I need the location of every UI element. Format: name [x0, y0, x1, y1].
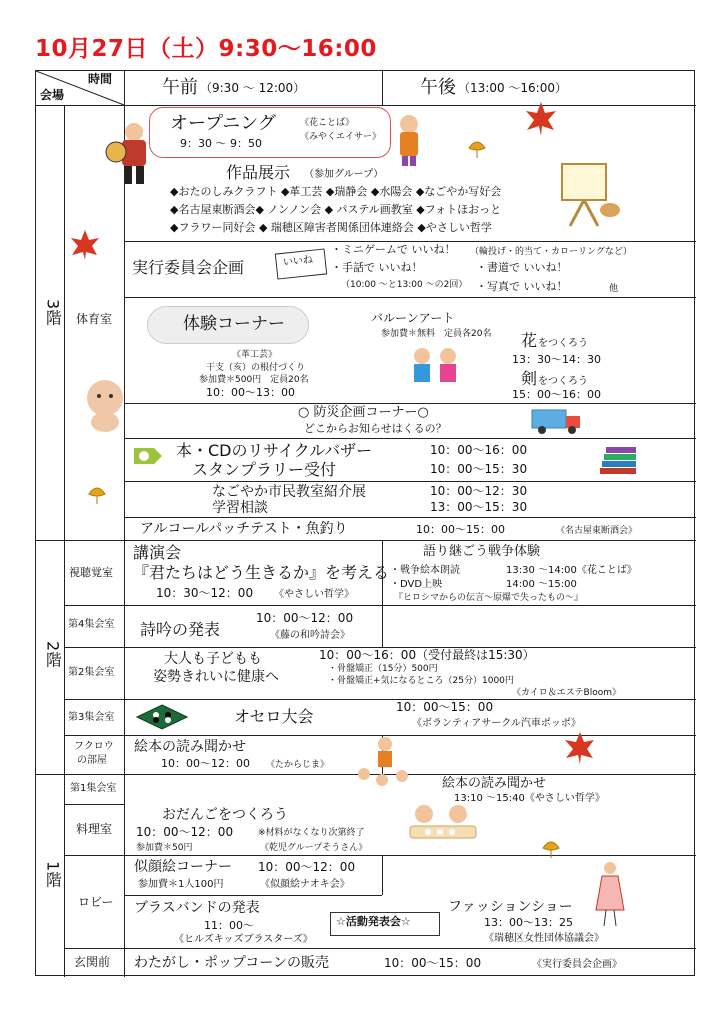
war-title: 語り継ごう戦争体験: [423, 544, 541, 559]
alcohol-group: 《名古屋東断酒会》: [556, 526, 638, 536]
alcohol-time: 10：00～15：00: [416, 523, 505, 536]
taiken-group: 《革工芸》: [232, 350, 278, 360]
ehon-pm-time: 13:10 ～15:40《やさしい哲学》: [454, 793, 605, 804]
ginkgo-leaf-icon: [540, 838, 562, 860]
lecture-title: 講演会: [133, 543, 182, 562]
floor1-label: 1階: [43, 861, 63, 888]
exhibit-subtitle: （参加グループ）: [304, 169, 384, 180]
cooking-dango-illustration: [404, 800, 482, 842]
header-divider: [36, 105, 696, 106]
taiken-title: 体験コーナー: [183, 314, 285, 334]
opening-group-1: 《花ことば》: [300, 118, 355, 128]
exhibit-groups-row-1: ◆おたのしみクラフト ◆革工芸 ◆瑞静会 ◆水陽会 ◆なごやか写好会: [170, 185, 502, 198]
posture-group: 《カイロ＆エステBloom》: [512, 688, 622, 698]
room-owl-1: フクロウ: [74, 741, 114, 752]
othello-board-icon: [136, 704, 188, 730]
lecture-theme: 『君たちはどう生きるか』を考える: [133, 563, 390, 582]
pm-header: 午後: [420, 77, 456, 98]
committee-item-2: ・手話で いいね！: [331, 261, 423, 274]
katsudo-badge-text: ☆活動発表会☆: [336, 915, 411, 928]
taiken-fee: 参加費＊500円 定員20名: [199, 375, 309, 385]
nigaoe-time: 10：00～12：00: [258, 860, 356, 874]
posture-item-1: ・骨盤矯正（15分）500円: [328, 664, 438, 674]
f2-am-pm-divider-1: [382, 540, 383, 647]
maple-leaf-icon: [562, 730, 598, 766]
fashion-model-illustration: [590, 860, 630, 928]
f1-row-divider-2: [64, 855, 696, 856]
f3-row-divider-3: [124, 403, 696, 404]
floor3-floor2-divider: [36, 540, 696, 541]
posture-item-2: ・骨盤矯正+気になるところ（25分）1000円: [328, 676, 514, 686]
popcorn-time: 10：00～15：00: [384, 956, 482, 970]
opening-group-2: 《みやくエイサー》: [300, 132, 382, 142]
f1-room-divider-1: [64, 804, 124, 805]
balloon-sword: 剣: [521, 369, 538, 388]
nigaoe-title: 似顔絵コーナー: [134, 859, 232, 875]
balloon-flower-time: 13：30～14：30: [512, 353, 601, 366]
shigin-group: 《藤の和吟詩会》: [270, 630, 350, 641]
committee-etc: 他: [609, 284, 619, 294]
dango-note: ※材料がなくなり次第終了: [258, 828, 365, 838]
shimin-time-1: 10：00～12：30: [430, 484, 528, 498]
brass-title: ブラスバンドの発表: [134, 900, 260, 916]
posture-title-1: 大人も子どもも: [164, 651, 262, 667]
dango-group: 《乾児グループそうさん》: [260, 843, 368, 853]
balloon-flower-suffix: をつくろう: [538, 338, 588, 349]
f3-row-divider-4: [124, 438, 696, 439]
fashion-title: ファッションショー: [448, 899, 573, 915]
balloon-sword-suffix: をつくろう: [538, 376, 588, 387]
floor-column-divider: [64, 105, 65, 977]
am-header-time: （9:30 ～ 12:00）: [200, 81, 306, 95]
popcorn-group: 《実行委員会企画》: [532, 959, 622, 970]
dango-fee: 参加費＊50円: [136, 843, 193, 853]
cd-tag-icon: [132, 444, 164, 468]
f3-row-divider-6: [124, 517, 696, 518]
okinawa-girl-illustration: [392, 112, 426, 168]
easel-icon: [552, 158, 622, 228]
lecture-group: 《やさしい哲学》: [274, 589, 354, 600]
room-entrance: 玄関前: [74, 955, 111, 969]
shigin-title: 詩吟の発表: [140, 620, 221, 639]
shimin-time-2: 13：00～15：30: [430, 500, 528, 514]
f2-row-divider-1: [64, 605, 696, 606]
room-owl-2: の部屋: [77, 755, 107, 766]
room-kitchen: 料理室: [76, 822, 113, 836]
ginkgo-leaf-icon: [86, 484, 108, 506]
recycle-time-2: 10：00～15：30: [430, 462, 528, 476]
f3-row-divider-1: [124, 241, 696, 242]
floor2-label: 2階: [43, 641, 63, 668]
shimin-title-2: 学習相談: [212, 500, 268, 516]
war-item-2: ・DVD上映: [390, 579, 443, 590]
othello-group: 《ボランティアサークル汽車ポッポ》: [412, 718, 581, 729]
committee-item-2-note: （10:00 ～と13:00 ～の2回）: [341, 280, 468, 290]
ehon-am-time: 10：00～12：00: [161, 757, 250, 770]
exhibit-groups-row-3: ◆フラワー同好会 ◆ 瑞穂区障害者関係団体連絡会 ◆やさしい哲学: [170, 221, 492, 234]
exhibit-title: 作品展示: [226, 163, 291, 182]
committee-item-1-note: （輪投げ・的当て・カローリングなど）: [470, 247, 632, 257]
taiken-time: 10：00～13：00: [206, 386, 295, 399]
room-gym: 体育室: [76, 312, 113, 326]
fashion-time: 13：00～13：25: [484, 916, 573, 929]
opening-title: オープニング: [170, 113, 276, 134]
committee-flag-text: いいね: [282, 254, 314, 269]
ehon-am-title: 絵本の読み聞かせ: [134, 739, 246, 755]
f1-lobby-am-divider: [124, 895, 382, 896]
books-stack-icon: [596, 444, 642, 478]
posture-time: 10：00～16：00（受付最終は15:30）: [319, 648, 535, 662]
committee-title: 実行委員会企画: [132, 258, 245, 277]
storytelling-illustration: [352, 734, 418, 794]
committee-item-4: ・写真で いいね！: [476, 280, 568, 293]
room-meeting-3: 第3集会室: [68, 712, 115, 723]
war-dvd-title: 『ヒロシマからの伝言～原爆で失ったもの～』: [394, 593, 584, 603]
room-meeting-4: 第4集会室: [68, 619, 115, 630]
brass-group: 《ヒルズキッズブラスターズ》: [174, 934, 313, 945]
f1-am-pm-divider: [382, 855, 383, 895]
shigin-time: 10：00～12：00: [256, 611, 354, 625]
page-title: 10月27日（土）9:30〜16:00: [35, 36, 377, 62]
opening-time: 9：30 ～ 9：50: [180, 137, 262, 150]
children-balloon-illustration: [404, 344, 468, 394]
mascot-character-illustration: [80, 374, 130, 434]
taiken-description: 干支（亥）の根付づくり: [206, 363, 306, 373]
othello-time: 10：00～15：00: [396, 700, 494, 714]
committee-item-1: ・ミニゲームで いいね！: [331, 243, 456, 256]
nigaoe-fee: 参加費＊1人100円: [138, 879, 224, 890]
disaster-prevention-truck-icon: [530, 402, 584, 436]
committee-item-3: ・書道で いいね！: [476, 261, 568, 274]
maple-leaf-icon: [522, 100, 560, 138]
pm-header-time: （13:00 ～16:00）: [458, 81, 567, 95]
othello-title: オセロ大会: [234, 707, 314, 726]
brass-time: 11：00～: [204, 919, 254, 932]
recycle-time-1: 10：00～16：00: [430, 443, 528, 457]
am-pm-header-divider: [382, 71, 383, 105]
dango-time: 10：00～12：00: [136, 825, 234, 839]
am-header: 午前: [162, 77, 198, 98]
war-item-1-time: 13:30 ～14:00《花ことば》: [506, 565, 637, 576]
bousai-subtitle: どこからお知らせはくるの？: [304, 422, 447, 435]
balloon-title: バルーンアート: [371, 311, 455, 325]
f3-row-divider-5: [124, 481, 696, 482]
fashion-group: 《瑞穂区女性団体協議会》: [484, 933, 604, 944]
posture-title-2: 姿勢きれいに健康へ: [153, 669, 279, 685]
f1-row-divider-3: [64, 948, 696, 949]
popcorn-title: わたがし・ポップコーンの販売: [134, 955, 330, 971]
balloon-fee: 参加費＊無料 定員各20名: [381, 329, 492, 339]
ehon-am-group: 《たからじま》: [266, 760, 330, 770]
alcohol-title: アルコールパッチテスト・魚釣り: [140, 521, 348, 537]
shimin-title-1: なごやか市民教室紹介展: [212, 484, 366, 500]
room-meeting-2: 第2集会室: [68, 667, 115, 678]
room-column-divider: [124, 71, 125, 977]
balloon-sword-time: 15：00～16：00: [512, 388, 601, 401]
war-item-1: ・戦争絵本朗読: [390, 565, 460, 576]
lecture-time: 10：30～12：00: [156, 586, 254, 600]
recycle-title-2: スタンプラリー受付: [192, 460, 337, 479]
room-av: 視聴覚室: [69, 566, 113, 579]
f3-row-divider-2: [124, 297, 696, 298]
room-lobby: ロビー: [78, 895, 114, 909]
balloon-flower: 花: [521, 331, 538, 350]
war-item-2-time: 14:00 ～15:00: [506, 579, 577, 590]
nigaoe-group: 《似顔絵ナオキ会》: [260, 879, 350, 890]
time-header-label: 時間: [88, 72, 113, 86]
recycle-title-1: 本・CDのリサイクルバザー: [176, 441, 373, 460]
venue-header-label: 会場: [40, 88, 65, 102]
ginkgo-leaf-icon: [466, 138, 488, 160]
f2-row-divider-3: [64, 699, 696, 700]
maple-leaf-icon: [68, 228, 102, 262]
exhibit-groups-row-2: ◆名古屋東断酒会◆ ノンノン会 ◆ パステル画教室 ◆フォトほおっと: [170, 203, 502, 216]
ehon-pm-title: 絵本の読み聞かせ: [442, 776, 547, 791]
room-meeting-1: 第1集会室: [70, 783, 117, 794]
eisa-dancer-illustration: [104, 118, 164, 190]
dango-title: おだんごをつくろう: [162, 807, 288, 823]
floor3-label: 3階: [43, 299, 63, 326]
bousai-title: ○ 防災企画コーナー○: [298, 405, 429, 420]
